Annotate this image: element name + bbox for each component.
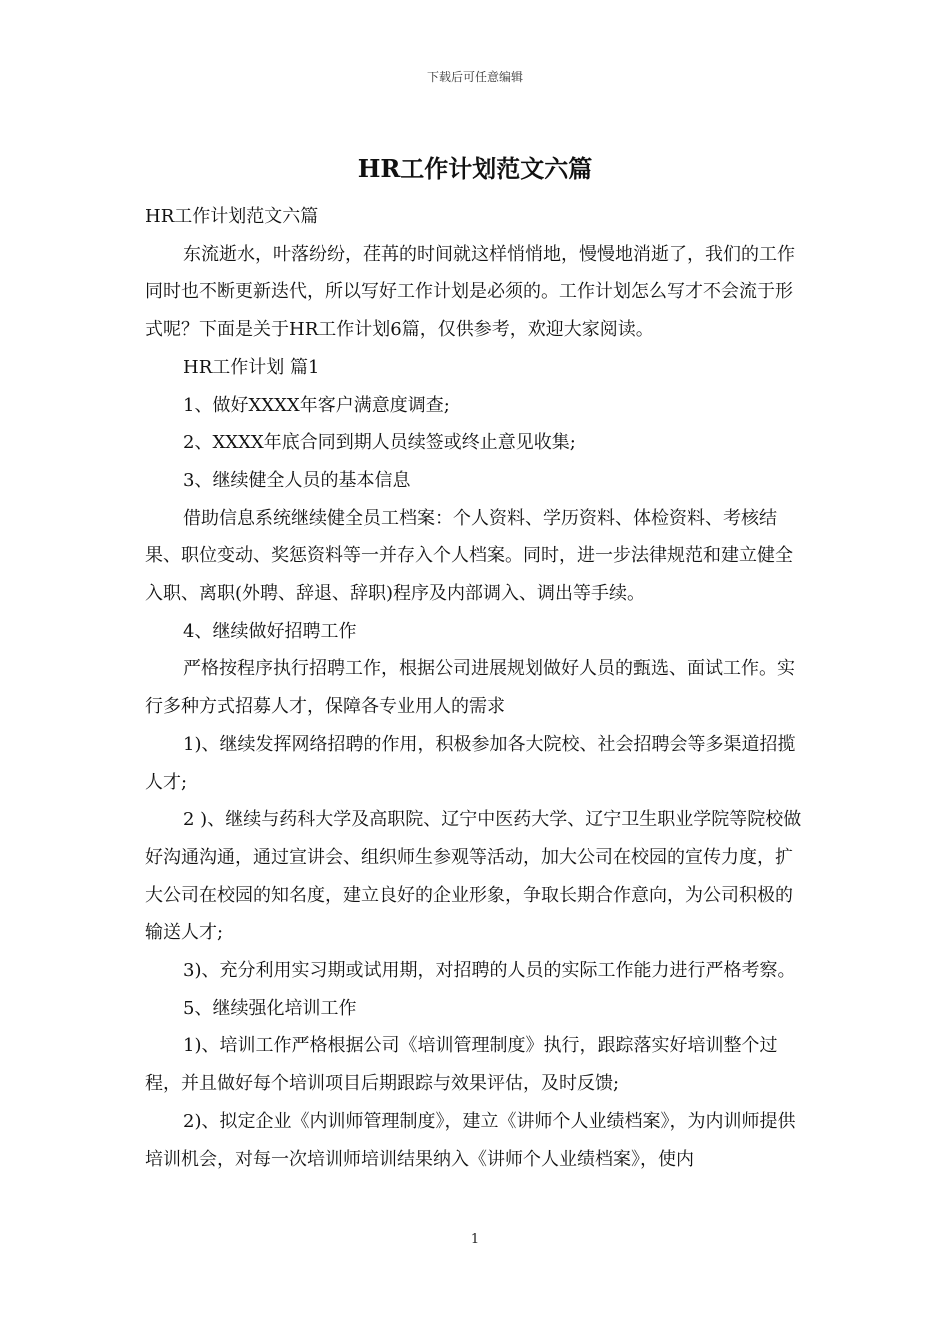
body-paragraph: 2、XXXX年底合同到期人员续签或终止意见收集; bbox=[183, 432, 576, 454]
body-paragraph: 2 )、继续与药科大学及高职院、辽宁中医药大学、辽宁卫生职业学院等院校做好沟通沟通，通过宣讲会、组织师生参观等活动，加大公司在校园的宣传力度，扩大公司在校园的知名度，建立良好的企业形象，争取长期合作意向，为公司积极的输送人才; bbox=[145, 809, 802, 944]
body-paragraph: 1、做好XXXX年客户满意度调查; bbox=[183, 394, 450, 416]
body-paragraph: 5、继续强化培训工作 bbox=[183, 997, 357, 1019]
body-paragraph: 严格按程序执行招聘工作，根据公司进展规划做好人员的甄选、面试工作。实行多种方式招募人才，保障各专业用人的需求 bbox=[145, 658, 795, 718]
body-paragraph: 4、继续做好招聘工作 bbox=[183, 620, 357, 642]
body-paragraph: 1)、培训工作严格根据公司《培训管理制度》执行，跟踪落实好培训整个过程，并且做好每个培训项目后期跟踪与效果评估，及时反馈; bbox=[145, 1035, 778, 1095]
page-header-note: 下载后可任意编辑 bbox=[426, 70, 523, 84]
page-number: 1 bbox=[470, 1232, 480, 1247]
document-body bbox=[145, 198, 807, 1178]
body-paragraph: HR工作计划范文六篇 bbox=[145, 206, 319, 227]
body-paragraph: 2)、拟定企业《内训师管理制度》，建立《讲师个人业绩档案》，为内训师提供培训机会，对每一次培训师培训结果纳入《讲师个人业绩档案》，使内 bbox=[145, 1110, 796, 1170]
body-paragraph: 3)、充分利用实习期或试用期，对招聘的人员的实际工作能力进行严格考察。 bbox=[183, 960, 796, 982]
body-paragraph: 东流逝水，叶落纷纷，荏苒的时间就这样悄悄地，慢慢地消逝了，我们的工作同时也不断更新迭代，所以写好工作计划是必须的。工作计划怎么写才不会流于形式呢？下面是关于HR工作计划6篇，仅供参考，欢迎大家阅读。 bbox=[145, 243, 795, 341]
body-paragraph: 借助信息系统继续健全员工档案：个人资料、学历资料、体检资料、考核结果、职位变动、奖惩资料等一并存入个人档案。同时，进一步法律规范和建立健全入职、离职(外聘、辞退、辞职)程序及内部调入、调出等手续。 bbox=[145, 507, 793, 605]
body-paragraph: 3、继续健全人员的基本信息 bbox=[183, 469, 411, 491]
document-title: HR工作计划范文六篇 bbox=[357, 154, 593, 183]
body-paragraph: 1)、继续发挥网络招聘的作用，积极参加各大院校、社会招聘会等多渠道招揽人才; bbox=[145, 733, 796, 793]
body-paragraph: HR工作计划 篇1 bbox=[183, 356, 320, 378]
